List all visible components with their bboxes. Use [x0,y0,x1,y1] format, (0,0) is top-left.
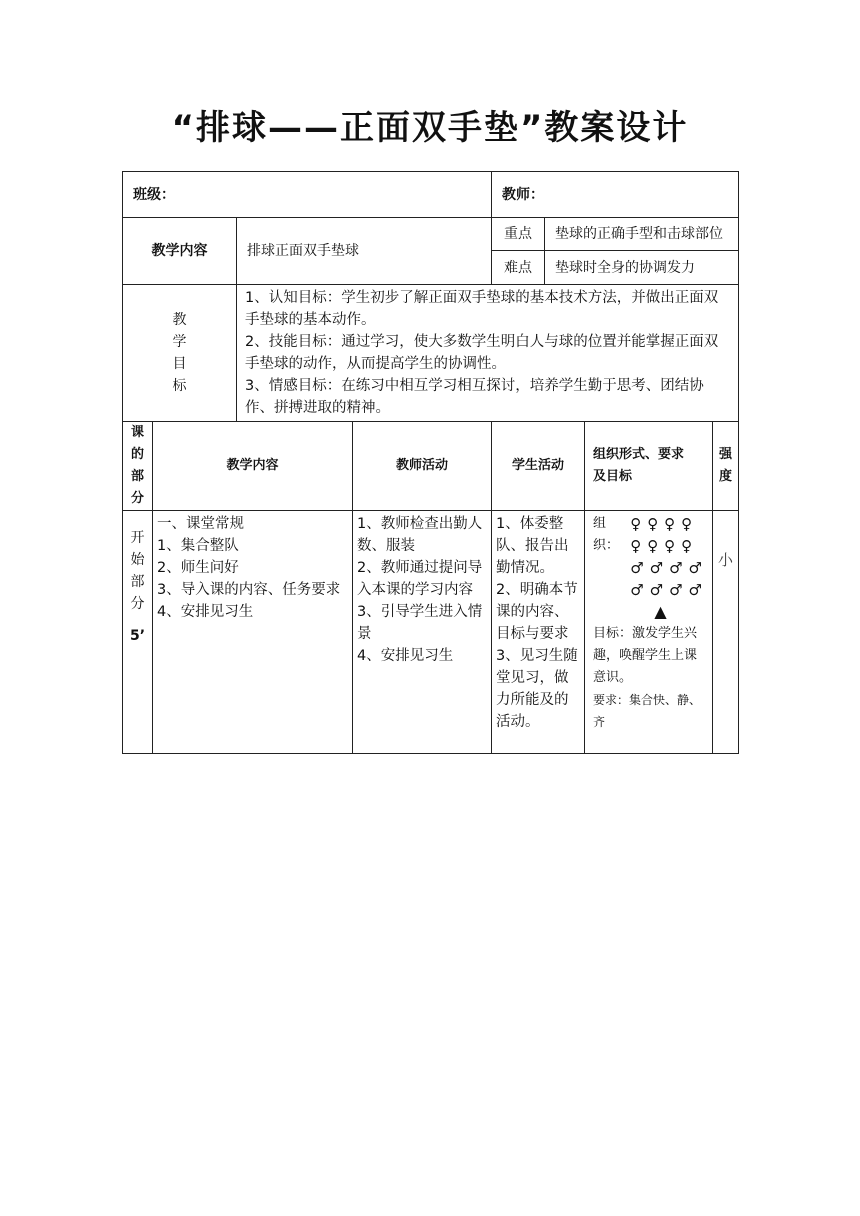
formation-block [593,513,708,601]
start-teacher-line: 4、安排见习生 [357,648,454,664]
teacher-activity-header: 教师活动 [353,422,492,511]
start-part-label [123,511,153,754]
formation-row-male: ♂♂♂♂ [630,559,708,577]
part-header-char: 部 [130,469,144,484]
page-title: “排球——正面双手垫”教案设计 [171,108,689,148]
start-content-cell [153,511,353,754]
goals-label-char: 标 [172,378,187,394]
part-header-char: 的 [130,447,144,462]
lesson-plan-table [122,171,739,754]
part-header-char: 分 [130,491,144,506]
goals-label [123,285,237,422]
start-organization-cell [585,511,713,754]
goal-item-affective: 3、情感目标：在练习中相互学习相互探讨，培养学生勤于思考、团结协作、拼搏进取的精神。 [245,378,704,416]
part-header-char: 课 [130,425,144,440]
start-content-line: 2、师生问好 [157,560,239,576]
class-label: 班级： [123,172,492,218]
start-content-line: 一、课堂常规 [157,516,244,532]
goals-label-char: 教 [172,312,187,328]
goal-item-skill: 2、技能目标：通过学习，使大多数学生明白人与球的位置并能掌握正面双手垫球的动作，从而提高学生的协调性。 [245,334,719,372]
goal-item-cognitive: 1、认知目标：学生初步了解正面双手垫球的基本技术方法，并做出正面双手垫球的基本动作。 [245,290,719,328]
key-point-value: 垫球的正确手型和击球部位 [545,218,739,251]
teacher-marker-icon: ▲ [654,602,667,621]
start-content-line: 4、安排见习生 [157,604,254,620]
goals-label-char: 目 [172,356,187,372]
start-duration: 5’ [129,628,146,644]
start-part-char: 始 [130,552,145,568]
start-teacher-line: 2、教师通过提问导入本课的学习内容 [357,560,483,598]
formation-row-male: ♂♂♂♂ [630,581,708,599]
intensity-header-char: 度 [719,469,733,484]
lesson-plan-table-container [122,171,738,754]
intensity-header-char: 强 [719,447,733,462]
column-header-row [123,422,739,511]
start-content-line: 3、导入课的内容、任务要求 [157,582,341,598]
start-teacher-line: 1、教师检查出勤人数、服装 [357,516,483,554]
difficulty-label: 难点 [492,251,545,285]
organization-header-line: 及目标 [593,469,633,484]
formation-row-female: ♀♀♀♀ [630,515,699,533]
part-column-header [123,422,153,511]
start-part-char: 部 [130,574,145,590]
start-part-char: 开 [130,530,145,546]
formation-grid [630,513,708,601]
organization-goal-text: 目标：激发学生兴趣，唤醒学生上课意识。 [593,626,698,685]
start-teacher-line: 3、引导学生进入情景 [357,604,483,642]
difficulty-value: 垫球时全身的协调发力 [545,251,739,285]
start-student-line: 3、见习生随堂见习，做力所能及的活动。 [496,648,578,730]
organization-requirement-text: 要求：集合快、静、齐 [593,693,702,729]
content-column-header: 教学内容 [153,422,353,511]
start-content-line: 1、集合整队 [157,538,239,554]
start-student-line: 1、体委整队、报告出勤情况。 [496,516,569,576]
key-point-label: 重点 [492,218,545,251]
goals-text [237,285,739,422]
organization-label: 组织： [593,516,620,553]
organization-header-line: 组织形式、要求 [593,447,685,462]
content-label: 教学内容 [123,218,237,285]
intensity-header [713,422,739,511]
start-teacher-cell [353,511,492,754]
content-value: 排球正面双手垫球 [237,218,492,285]
teacher-label: 教师： [492,172,739,218]
organization-header [585,422,713,511]
start-part-char: 分 [130,596,145,612]
formation-row-female: ♀♀♀♀ [630,537,699,555]
start-student-cell [492,511,585,754]
header-row [123,172,739,218]
student-activity-header: 学生活动 [492,422,585,511]
start-student-line: 2、明确本节课的内容、目标与要求 [496,582,578,642]
content-row [123,218,739,251]
goals-row [123,285,739,422]
start-section-row [123,511,739,754]
goals-label-char: 学 [172,334,187,350]
start-intensity: 小 [713,511,739,754]
